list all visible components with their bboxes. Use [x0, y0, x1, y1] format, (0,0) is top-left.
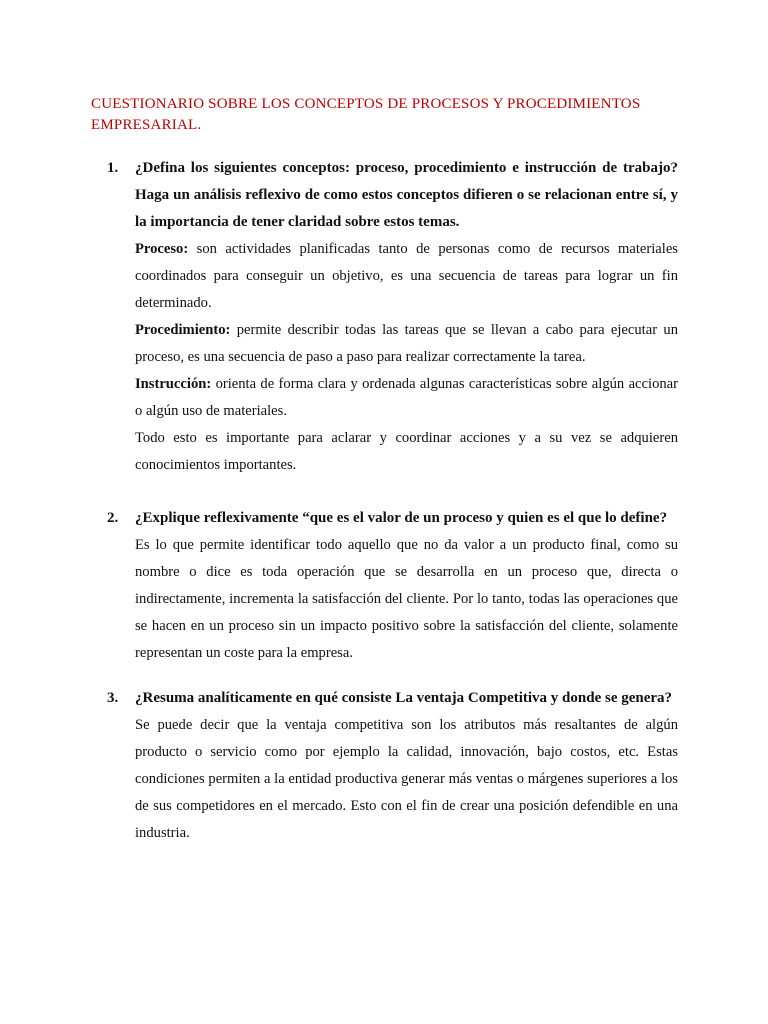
answer-paragraph: Se puede decir que la ventaja competitiva son los atributos más resaltantes de algún producto o servicio como por ejemplo la calidad, innovación, bajo costos, etc. Estas condiciones permiten a la entidad productiva generar más ventas o márgenes superiores a los de sus competidores en el mercado. Esto con el fin de crear una posición defendible en una industria.	[135, 717, 678, 841]
definition-text: permite describir todas las tareas que se llevan a cabo para ejecutar un proceso, es una secuencia de paso a paso para realizar correctamente la tarea.	[135, 322, 678, 365]
question-text: ¿Resuma analíticamente en qué consiste La ventaja Competitiva y donde se genera?	[135, 690, 673, 706]
definition-term: Proceso:	[135, 241, 189, 257]
definition-text: orienta de forma clara y ordenada algunas características sobre algún accionar o algún uso de materiales.	[135, 376, 678, 419]
definition-proceso	[135, 236, 678, 317]
document-title: CUESTIONARIO SOBRE LOS CONCEPTOS DE PROCESOS Y PROCEDIMIENTOS EMPRESARIAL.	[91, 96, 641, 133]
question-text: ¿Explique reflexivamente “que es el valor de un proceso y quien es el que lo define?	[135, 510, 668, 526]
question-body	[135, 505, 678, 667]
definition-term: Instrucción:	[135, 376, 212, 392]
closing-paragraph: Todo esto es importante para aclarar y coordinar acciones y a su vez se adquieren conocimientos importantes.	[135, 430, 678, 473]
question-number: 1.	[107, 160, 119, 176]
definition-text: son actividades planificadas tanto de personas como de recursos materiales coordinados para conseguir un objetivo, es una secuencia de tareas para lograr un fin determinado.	[135, 241, 678, 311]
definition-procedimiento	[135, 317, 678, 371]
question-number: 2.	[107, 510, 119, 526]
question-body	[135, 685, 678, 847]
answer-paragraph: Es lo que permite identificar todo aquello que no da valor a un producto final, como su nombre o dice es toda operación que se desarrolla en un proceso que, directa o indirectamente, incrementa la satisfacción del cliente. Por lo tanto, todas las operaciones que se hacen en un proceso sin un impacto positivo sobre la satisfacción del cliente, solamente representan un coste para la empresa.	[135, 537, 678, 661]
question-body	[135, 155, 678, 479]
question-text: ¿Defina los siguientes conceptos: proceso, procedimiento e instrucción de trabajo? Haga un análisis reflexivo de como estos conceptos difieren o se relacionan entre sí, y la importancia de tener claridad sobre estos temas.	[135, 160, 678, 230]
question-number: 3.	[107, 690, 119, 706]
definition-term: Procedimiento:	[135, 322, 231, 338]
definition-instruccion	[135, 371, 678, 425]
